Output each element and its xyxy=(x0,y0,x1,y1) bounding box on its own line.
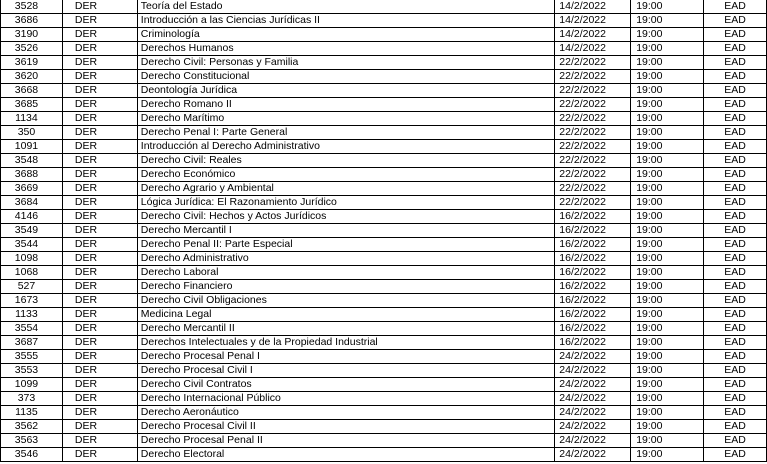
course-code-cell: 3526 xyxy=(1,42,63,56)
department-cell: DER xyxy=(62,350,137,364)
exam-time-cell: 19:00 xyxy=(631,448,704,462)
course-code-cell: 1098 xyxy=(1,252,63,266)
exam-date-cell: 22/2/2022 xyxy=(555,140,631,154)
table-row xyxy=(1,364,767,378)
table-row xyxy=(1,196,767,210)
department-cell: DER xyxy=(62,238,137,252)
course-code-cell: 1673 xyxy=(1,294,63,308)
exam-date-cell: 22/2/2022 xyxy=(555,168,631,182)
exam-time-cell: 19:00 xyxy=(631,392,704,406)
subject-name-cell: Criminología xyxy=(137,28,554,42)
subject-name-cell: Derecho Agrario y Ambiental xyxy=(137,182,554,196)
exam-time-cell: 19:00 xyxy=(631,98,704,112)
exam-date-cell: 22/2/2022 xyxy=(555,196,631,210)
table-row xyxy=(1,238,767,252)
subject-name-cell: Derechos Humanos xyxy=(137,42,554,56)
department-cell: DER xyxy=(62,364,137,378)
department-cell: DER xyxy=(62,378,137,392)
exam-date-cell: 24/2/2022 xyxy=(555,420,631,434)
department-cell: DER xyxy=(62,112,137,126)
exam-date-cell: 14/2/2022 xyxy=(555,0,631,14)
table-row xyxy=(1,126,767,140)
modality-cell: EAD xyxy=(704,0,767,14)
table-row xyxy=(1,252,767,266)
subject-name-cell: Medicina Legal xyxy=(137,308,554,322)
course-code-cell: 3563 xyxy=(1,434,63,448)
table-row xyxy=(1,140,767,154)
subject-name-cell: Derecho Civil: Hechos y Actos Jurídicos xyxy=(137,210,554,224)
course-code-cell: 3549 xyxy=(1,224,63,238)
department-cell: DER xyxy=(62,84,137,98)
course-code-cell: 4146 xyxy=(1,210,63,224)
course-code-cell: 3668 xyxy=(1,84,63,98)
modality-cell: EAD xyxy=(704,84,767,98)
modality-cell: EAD xyxy=(704,140,767,154)
table-row xyxy=(1,112,767,126)
exam-time-cell: 19:00 xyxy=(631,406,704,420)
exam-time-cell: 19:00 xyxy=(631,252,704,266)
course-code-cell: 3684 xyxy=(1,196,63,210)
exam-date-cell: 22/2/2022 xyxy=(555,84,631,98)
department-cell: DER xyxy=(62,126,137,140)
exam-time-cell: 19:00 xyxy=(631,140,704,154)
subject-name-cell: Derecho Laboral xyxy=(137,266,554,280)
modality-cell: EAD xyxy=(704,56,767,70)
exam-date-cell: 24/2/2022 xyxy=(555,364,631,378)
exam-time-cell: 19:00 xyxy=(631,84,704,98)
exam-date-cell: 22/2/2022 xyxy=(555,70,631,84)
subject-name-cell: Derecho Civil Contratos xyxy=(137,378,554,392)
modality-cell: EAD xyxy=(704,392,767,406)
department-cell: DER xyxy=(62,406,137,420)
course-code-cell: 3546 xyxy=(1,448,63,462)
modality-cell: EAD xyxy=(704,252,767,266)
subject-name-cell: Derecho Penal I: Parte General xyxy=(137,126,554,140)
exam-time-cell: 19:00 xyxy=(631,378,704,392)
exam-time-cell: 19:00 xyxy=(631,420,704,434)
course-code-cell: 1133 xyxy=(1,308,63,322)
exam-time-cell: 19:00 xyxy=(631,294,704,308)
modality-cell: EAD xyxy=(704,406,767,420)
subject-name-cell: Derecho Internacional Público xyxy=(137,392,554,406)
exam-date-cell: 24/2/2022 xyxy=(555,378,631,392)
department-cell: DER xyxy=(62,224,137,238)
course-code-cell: 3553 xyxy=(1,364,63,378)
exam-date-cell: 16/2/2022 xyxy=(555,280,631,294)
table-row xyxy=(1,280,767,294)
exam-date-cell: 22/2/2022 xyxy=(555,56,631,70)
department-cell: DER xyxy=(62,294,137,308)
course-code-cell: 1068 xyxy=(1,266,63,280)
course-code-cell: 350 xyxy=(1,126,63,140)
table-row xyxy=(1,98,767,112)
modality-cell: EAD xyxy=(704,322,767,336)
modality-cell: EAD xyxy=(704,448,767,462)
course-code-cell: 3620 xyxy=(1,70,63,84)
subject-name-cell: Lógica Jurídica: El Razonamiento Jurídico xyxy=(137,196,554,210)
exam-date-cell: 22/2/2022 xyxy=(555,126,631,140)
exam-time-cell: 19:00 xyxy=(631,126,704,140)
department-cell: DER xyxy=(62,28,137,42)
table-row xyxy=(1,308,767,322)
department-cell: DER xyxy=(62,56,137,70)
department-cell: DER xyxy=(62,434,137,448)
course-code-cell: 3685 xyxy=(1,98,63,112)
table-row xyxy=(1,84,767,98)
department-cell: DER xyxy=(62,420,137,434)
course-code-cell: 3554 xyxy=(1,322,63,336)
subject-name-cell: Derecho Civil: Personas y Familia xyxy=(137,56,554,70)
course-code-cell: 3528 xyxy=(1,0,63,14)
table-row xyxy=(1,350,767,364)
modality-cell: EAD xyxy=(704,280,767,294)
course-code-cell: 3619 xyxy=(1,56,63,70)
exam-date-cell: 16/2/2022 xyxy=(555,224,631,238)
department-cell: DER xyxy=(62,448,137,462)
modality-cell: EAD xyxy=(704,14,767,28)
modality-cell: EAD xyxy=(704,210,767,224)
table-row xyxy=(1,14,767,28)
exam-date-cell: 22/2/2022 xyxy=(555,154,631,168)
exam-time-cell: 19:00 xyxy=(631,154,704,168)
exam-date-cell: 24/2/2022 xyxy=(555,392,631,406)
exam-time-cell: 19:00 xyxy=(631,196,704,210)
exam-date-cell: 24/2/2022 xyxy=(555,350,631,364)
exam-time-cell: 19:00 xyxy=(631,112,704,126)
exam-date-cell: 16/2/2022 xyxy=(555,238,631,252)
department-cell: DER xyxy=(62,140,137,154)
department-cell: DER xyxy=(62,392,137,406)
exam-date-cell: 16/2/2022 xyxy=(555,336,631,350)
table-row xyxy=(1,182,767,196)
exam-date-cell: 16/2/2022 xyxy=(555,322,631,336)
subject-name-cell: Introducción al Derecho Administrativo xyxy=(137,140,554,154)
department-cell: DER xyxy=(62,308,137,322)
course-code-cell: 3686 xyxy=(1,14,63,28)
exam-date-cell: 22/2/2022 xyxy=(555,98,631,112)
modality-cell: EAD xyxy=(704,420,767,434)
modality-cell: EAD xyxy=(704,294,767,308)
department-cell: DER xyxy=(62,168,137,182)
subject-name-cell: Derecho Penal II: Parte Especial xyxy=(137,238,554,252)
exam-time-cell: 19:00 xyxy=(631,434,704,448)
modality-cell: EAD xyxy=(704,126,767,140)
subject-name-cell: Derecho Administrativo xyxy=(137,252,554,266)
exam-date-cell: 14/2/2022 xyxy=(555,14,631,28)
department-cell: DER xyxy=(62,98,137,112)
department-cell: DER xyxy=(62,154,137,168)
department-cell: DER xyxy=(62,280,137,294)
modality-cell: EAD xyxy=(704,168,767,182)
table-row xyxy=(1,56,767,70)
exam-date-cell: 24/2/2022 xyxy=(555,448,631,462)
exam-date-cell: 16/2/2022 xyxy=(555,210,631,224)
exam-time-cell: 19:00 xyxy=(631,28,704,42)
subject-name-cell: Derechos Intelectuales y de la Propiedad Industrial xyxy=(137,336,554,350)
modality-cell: EAD xyxy=(704,112,767,126)
table-row xyxy=(1,70,767,84)
table-row xyxy=(1,168,767,182)
department-cell: DER xyxy=(62,266,137,280)
table-row xyxy=(1,448,767,462)
modality-cell: EAD xyxy=(704,238,767,252)
modality-cell: EAD xyxy=(704,434,767,448)
exam-date-cell: 22/2/2022 xyxy=(555,182,631,196)
exam-time-cell: 19:00 xyxy=(631,42,704,56)
department-cell: DER xyxy=(62,182,137,196)
exam-time-cell: 19:00 xyxy=(631,322,704,336)
exam-date-cell: 16/2/2022 xyxy=(555,294,631,308)
course-code-cell: 1134 xyxy=(1,112,63,126)
exam-date-cell: 16/2/2022 xyxy=(555,252,631,266)
table-body xyxy=(1,0,767,462)
table-row xyxy=(1,336,767,350)
modality-cell: EAD xyxy=(704,70,767,84)
subject-name-cell: Derecho Económico xyxy=(137,168,554,182)
exam-time-cell: 19:00 xyxy=(631,0,704,14)
course-code-cell: 1135 xyxy=(1,406,63,420)
exam-time-cell: 19:00 xyxy=(631,280,704,294)
exam-time-cell: 19:00 xyxy=(631,210,704,224)
modality-cell: EAD xyxy=(704,308,767,322)
table-row xyxy=(1,28,767,42)
modality-cell: EAD xyxy=(704,378,767,392)
exam-time-cell: 19:00 xyxy=(631,182,704,196)
modality-cell: EAD xyxy=(704,196,767,210)
course-code-cell: 3548 xyxy=(1,154,63,168)
exam-time-cell: 19:00 xyxy=(631,266,704,280)
table-row xyxy=(1,322,767,336)
subject-name-cell: Derecho Constitucional xyxy=(137,70,554,84)
subject-name-cell: Derecho Procesal Penal I xyxy=(137,350,554,364)
course-code-cell: 3544 xyxy=(1,238,63,252)
modality-cell: EAD xyxy=(704,98,767,112)
exam-date-cell: 14/2/2022 xyxy=(555,42,631,56)
exam-time-cell: 19:00 xyxy=(631,308,704,322)
table-row xyxy=(1,392,767,406)
exam-time-cell: 19:00 xyxy=(631,168,704,182)
table-row xyxy=(1,266,767,280)
exam-time-cell: 19:00 xyxy=(631,238,704,252)
exam-time-cell: 19:00 xyxy=(631,336,704,350)
department-cell: DER xyxy=(62,252,137,266)
exam-time-cell: 19:00 xyxy=(631,224,704,238)
table-row xyxy=(1,434,767,448)
course-code-cell: 3687 xyxy=(1,336,63,350)
subject-name-cell: Derecho Civil Obligaciones xyxy=(137,294,554,308)
table-row xyxy=(1,378,767,392)
table-row xyxy=(1,154,767,168)
table-row xyxy=(1,42,767,56)
exam-date-cell: 24/2/2022 xyxy=(555,406,631,420)
exam-time-cell: 19:00 xyxy=(631,70,704,84)
subject-name-cell: Derecho Procesal Civil II xyxy=(137,420,554,434)
exam-time-cell: 19:00 xyxy=(631,14,704,28)
subject-name-cell: Deontología Jurídica xyxy=(137,84,554,98)
department-cell: DER xyxy=(62,336,137,350)
modality-cell: EAD xyxy=(704,266,767,280)
department-cell: DER xyxy=(62,70,137,84)
course-code-cell: 3555 xyxy=(1,350,63,364)
subject-name-cell: Derecho Marítimo xyxy=(137,112,554,126)
subject-name-cell: Derecho Mercantil I xyxy=(137,224,554,238)
course-code-cell: 527 xyxy=(1,280,63,294)
subject-name-cell: Derecho Mercantil II xyxy=(137,322,554,336)
exam-date-cell: 16/2/2022 xyxy=(555,308,631,322)
subject-name-cell: Derecho Electoral xyxy=(137,448,554,462)
table-row xyxy=(1,210,767,224)
table-row xyxy=(1,294,767,308)
course-code-cell: 373 xyxy=(1,392,63,406)
subject-name-cell: Introducción a las Ciencias Jurídicas II xyxy=(137,14,554,28)
department-cell: DER xyxy=(62,14,137,28)
subject-name-cell: Teoría del Estado xyxy=(137,0,554,14)
modality-cell: EAD xyxy=(704,154,767,168)
subject-name-cell: Derecho Romano II xyxy=(137,98,554,112)
subject-name-cell: Derecho Aeronáutico xyxy=(137,406,554,420)
department-cell: DER xyxy=(62,210,137,224)
modality-cell: EAD xyxy=(704,364,767,378)
subject-name-cell: Derecho Procesal Penal II xyxy=(137,434,554,448)
modality-cell: EAD xyxy=(704,42,767,56)
exam-date-cell: 14/2/2022 xyxy=(555,28,631,42)
course-code-cell: 3688 xyxy=(1,168,63,182)
exam-time-cell: 19:00 xyxy=(631,350,704,364)
department-cell: DER xyxy=(62,42,137,56)
exam-date-cell: 24/2/2022 xyxy=(555,434,631,448)
table-row xyxy=(1,406,767,420)
exam-date-cell: 16/2/2022 xyxy=(555,266,631,280)
exam-date-cell: 22/2/2022 xyxy=(555,112,631,126)
department-cell: DER xyxy=(62,196,137,210)
exam-time-cell: 19:00 xyxy=(631,56,704,70)
modality-cell: EAD xyxy=(704,350,767,364)
course-code-cell: 3562 xyxy=(1,420,63,434)
department-cell: DER xyxy=(62,322,137,336)
subject-name-cell: Derecho Civil: Reales xyxy=(137,154,554,168)
course-code-cell: 1091 xyxy=(1,140,63,154)
modality-cell: EAD xyxy=(704,224,767,238)
modality-cell: EAD xyxy=(704,182,767,196)
subject-name-cell: Derecho Financiero xyxy=(137,280,554,294)
subject-name-cell: Derecho Procesal Civil I xyxy=(137,364,554,378)
department-cell: DER xyxy=(62,0,137,14)
exam-time-cell: 19:00 xyxy=(631,364,704,378)
modality-cell: EAD xyxy=(704,28,767,42)
table-row xyxy=(1,420,767,434)
modality-cell: EAD xyxy=(704,336,767,350)
course-code-cell: 3669 xyxy=(1,182,63,196)
course-code-cell: 3190 xyxy=(1,28,63,42)
table-row xyxy=(1,0,767,14)
table-row xyxy=(1,224,767,238)
course-code-cell: 1099 xyxy=(1,378,63,392)
